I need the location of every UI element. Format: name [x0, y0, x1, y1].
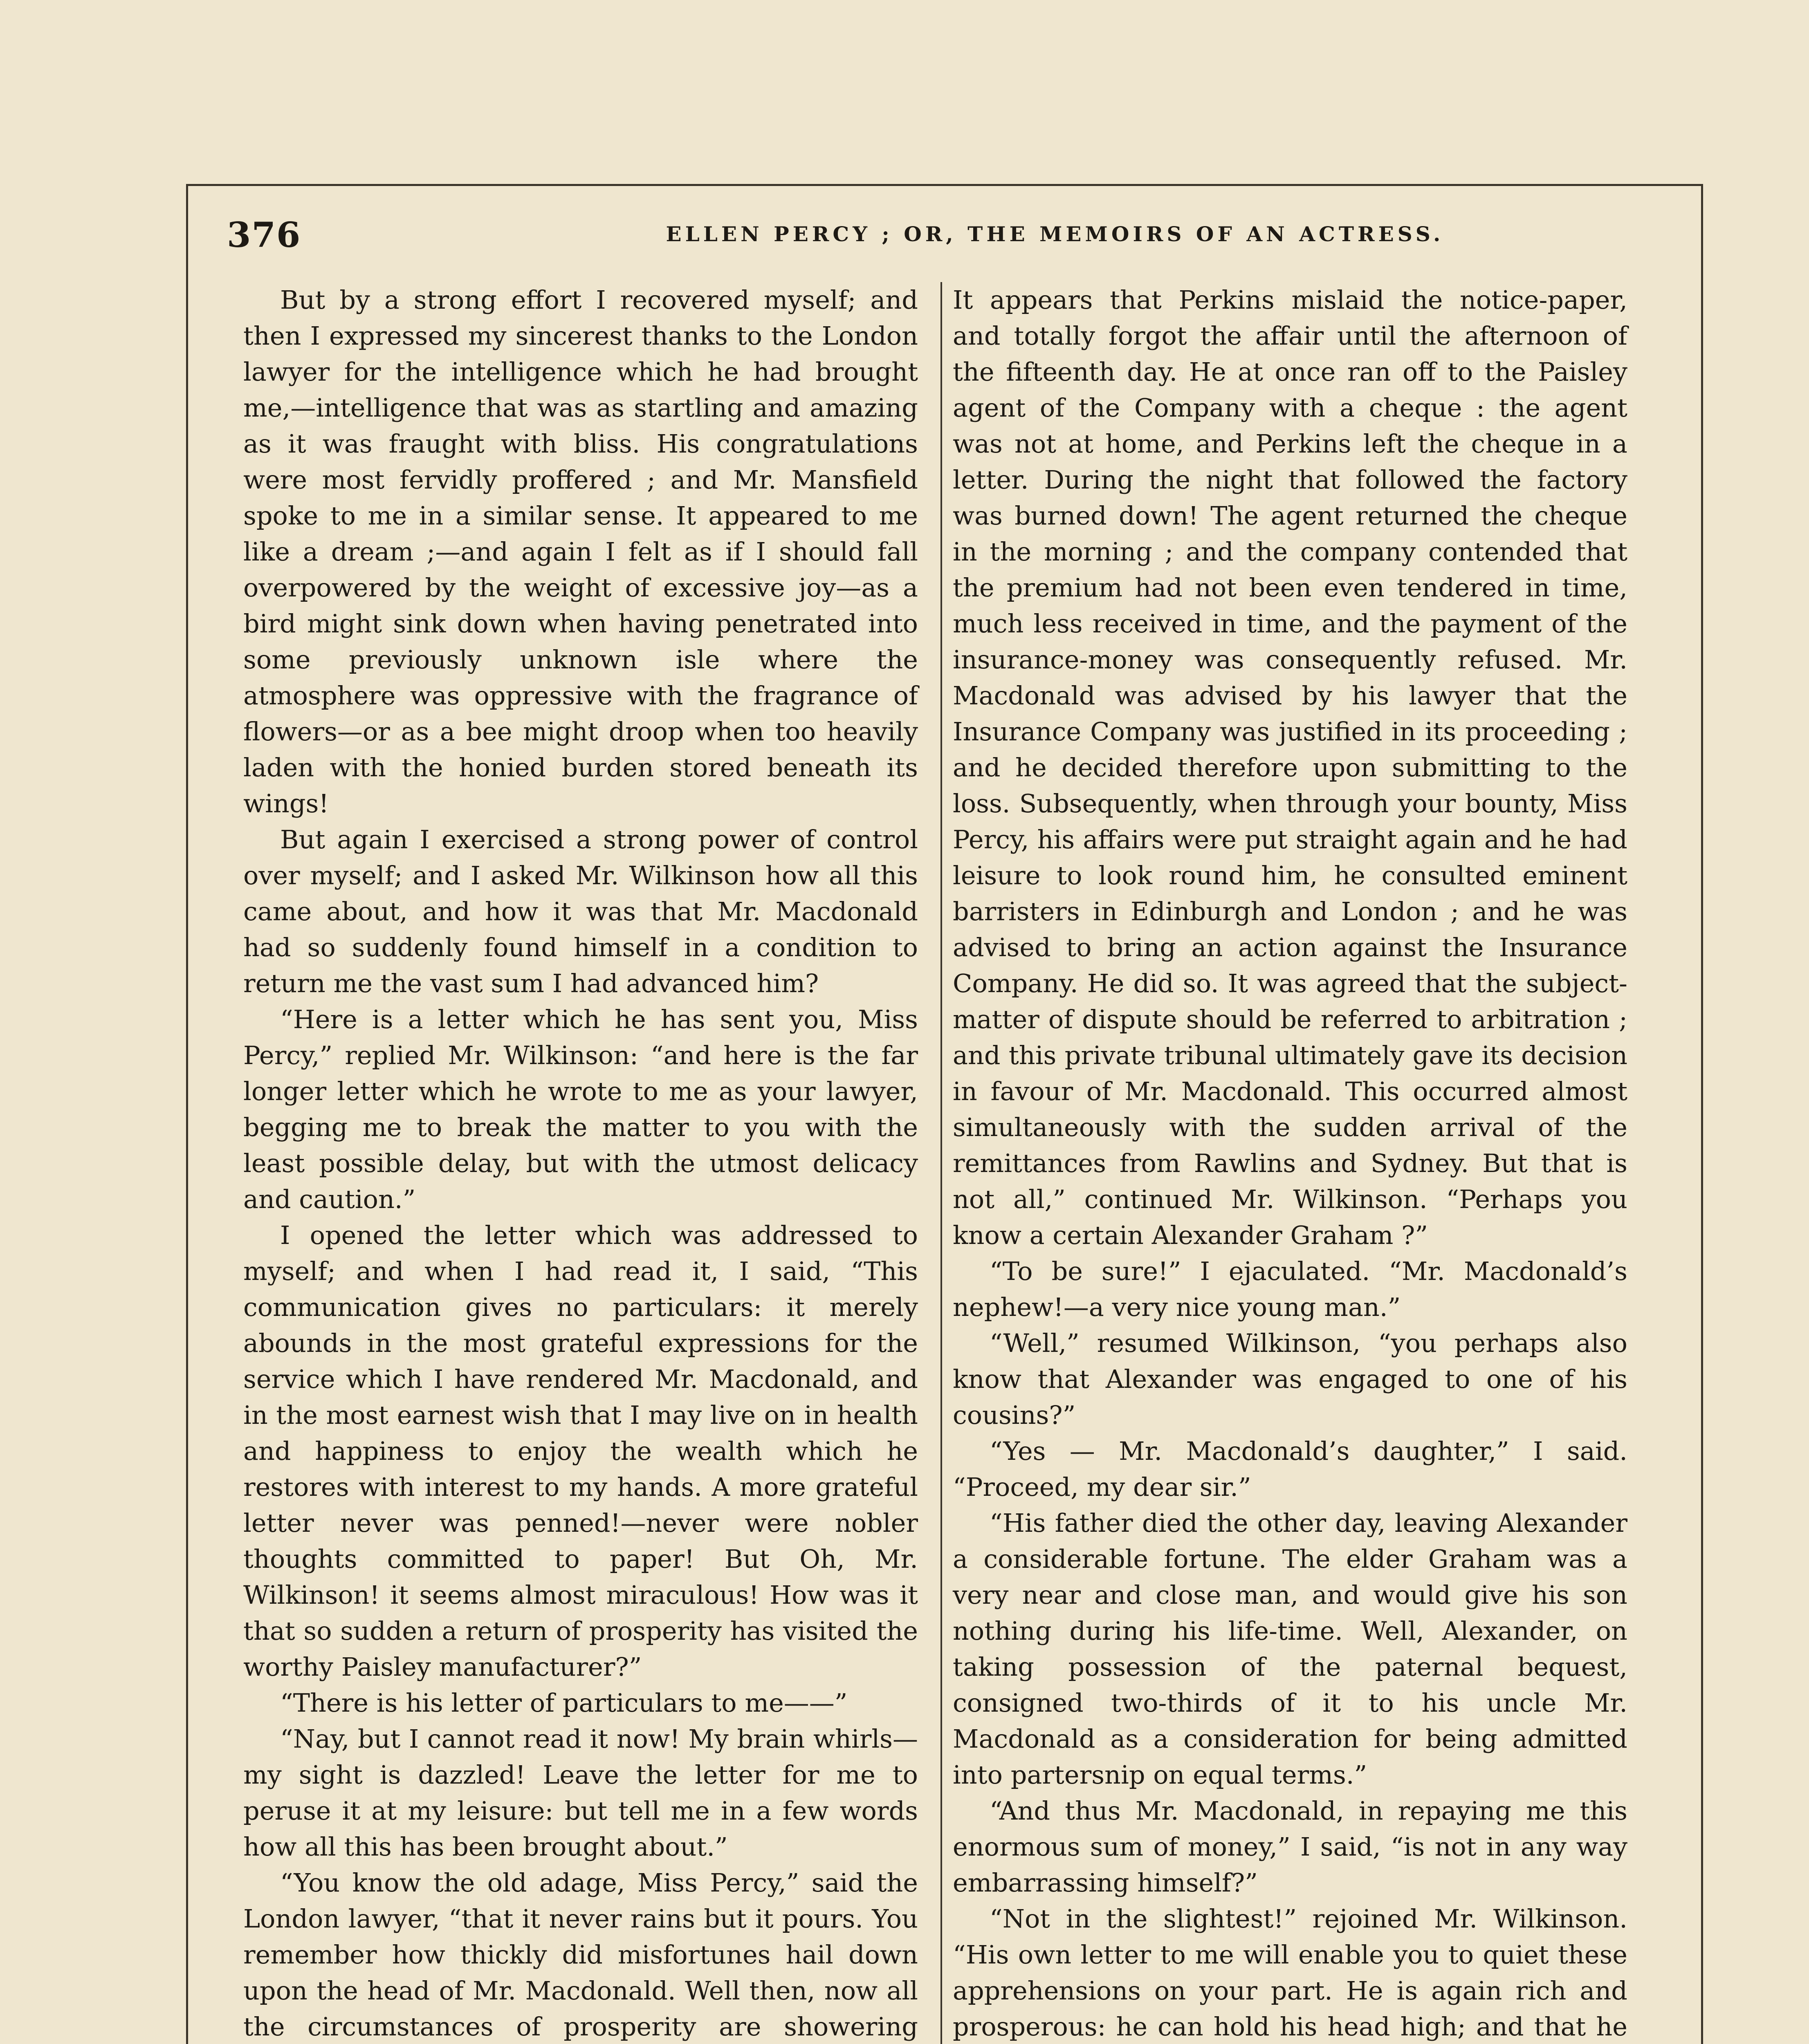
paragraph: “His father died the other day, leaving Alexander a considerable fortune. The elder Graham was a very near and close man, and would give his son nothing during his life-time. Well, Alexander, on taking possession of the paternal bequest, consigned two-thirds of it to his uncle Mr. Macdonald as a consideration for being admitted into partersnip on equal terms.” — [953, 1508, 1627, 1790]
paragraph: I opened the letter which was addressed to myself; and when I had read it, I said, “This communication gives no particulars: it merely abounds in the most grateful expressions for the service which I have rendered Mr. Macdonald, and in the most earnest wish that I may live on in health and happiness to enjoy the wealth which he restores with interest to my hands. A more grateful letter never was penned!—never were nobler thoughts committed to paper! But Oh, Mr. Wilkinson! it seems almost miraculous! How was it that so sudden a return of prosperity has visited the worthy Paisley manufacturer?” — [243, 1220, 918, 1682]
page-number: 376 — [227, 215, 301, 255]
paragraph: “Not in the slightest!” rejoined Mr. Wilkinson. “His own letter to me will enable you to quiet these apprehensions on your part. He is again rich and prosperous: he can hold his head high; and that he — [953, 1904, 1627, 2042]
left-column — [243, 282, 918, 2044]
paragraph: “There is his letter of particulars to me——” — [280, 1688, 848, 1718]
paragraph: “Here is a letter which he has sent you, Miss Percy,” replied Mr. Wilkinson: “and here is the far longer letter which he wrote to me as your lawyer, begging me to break the matter to you with the least possible delay, but with the utmost delicacy and caution.” — [243, 1004, 918, 1214]
paragraph: But by a strong effort I recovered myself; and then I expressed my sincerest thanks to the London lawyer for the intelligence which he had brought me,—intelligence that was as startling and amazing as it was fraught with bliss. His congratulations were most fervidly proffered ; and Mr. Mansfield spoke to me in a similar sense. It appeared to me like a dream ;—and again I felt as if I should fall overpowered by the weight of excessive joy—as a bird might sink down when having penetrated into some previously unknown isle where the atmosphere was oppressive with the fragrance of flowers—or as a bee might droop when too heavily laden with the honied burden stored beneath its wings! — [243, 285, 918, 818]
column-divider — [940, 282, 942, 2044]
paragraph: “Well,” resumed Wilkinson, “you perhaps also know that Alexander was engaged to one of his cousins?” — [953, 1328, 1627, 1430]
page-header — [227, 215, 1674, 260]
paragraph: “To be sure!” I ejaculated. “Mr. Macdonald’s nephew!—a very nice young man.” — [953, 1256, 1627, 1322]
paragraph: It appears that Perkins mislaid the notice-paper, and totally forgot the affair until the afternoon of the fifteenth day. He at once ran off to the Paisley agent of the Company with a cheque : the agent was not at home, and Perkins left the cheque in a letter. During the night that followed the factory was burned down! The agent returned the cheque in the morning ; and the company contended that the premium had not been even tendered in time, much less received in time, and the payment of the insurance-money was consequently refused. Mr. Macdonald was advised by his lawyer that the Insurance Company was justified in its proceeding ; and he decided therefore upon submitting to the loss. Subsequently, when through your bounty, Miss Percy, his affairs were put straight again and he had leisure to look round him, he consulted eminent barristers in Edinburgh and London ; and he was advised to bring an action against the Insurance Company. He did so. It was agreed that the subject-matter of dispute should be referred to arbitration ; and this private tribunal ultimately gave its decision in favour of Mr. Macdonald. This occurred almost simultaneously with the sudden arrival of the remittances from Rawlins and Sydney. But that is not all,” continued Mr. Wilkinson. “Perhaps you know a certain Alexander Graham ?” — [953, 285, 1627, 1250]
paragraph: “You know the old adage, Miss Percy,” said the London lawyer, “that it never rains but it pours. You remember how thickly did misfortunes hail down upon the head of Mr. Macdonald. Well then, now all the circumstances of prosperity are showering — [243, 1868, 918, 2042]
paragraph: But again I exercised a strong power of control over myself; and I asked Mr. Wilkinson how all this came about, and how it was that Mr. Macdonald had so suddenly found himself in a condition to return me the vast sum I had advanced him? — [243, 825, 918, 998]
running-title: ELLEN PERCY ; OR, THE MEMOIRS OF AN ACTRESS. — [666, 222, 1444, 246]
paragraph: “And thus Mr. Macdonald, in repaying me this enormous sum of money,” I said, “is not in any way embarrassing himself?” — [953, 1796, 1627, 1898]
paragraph: “Yes — Mr. Macdonald’s daughter,” I said. “Proceed, my dear sir.” — [953, 1436, 1627, 1502]
right-column — [953, 282, 1627, 2044]
paragraph: “Nay, but I cannot read it now! My brain whirls—my sight is dazzled! Leave the letter for me to peruse it at my leisure: but tell me in a few words how all this has been brought about.” — [243, 1724, 918, 1862]
